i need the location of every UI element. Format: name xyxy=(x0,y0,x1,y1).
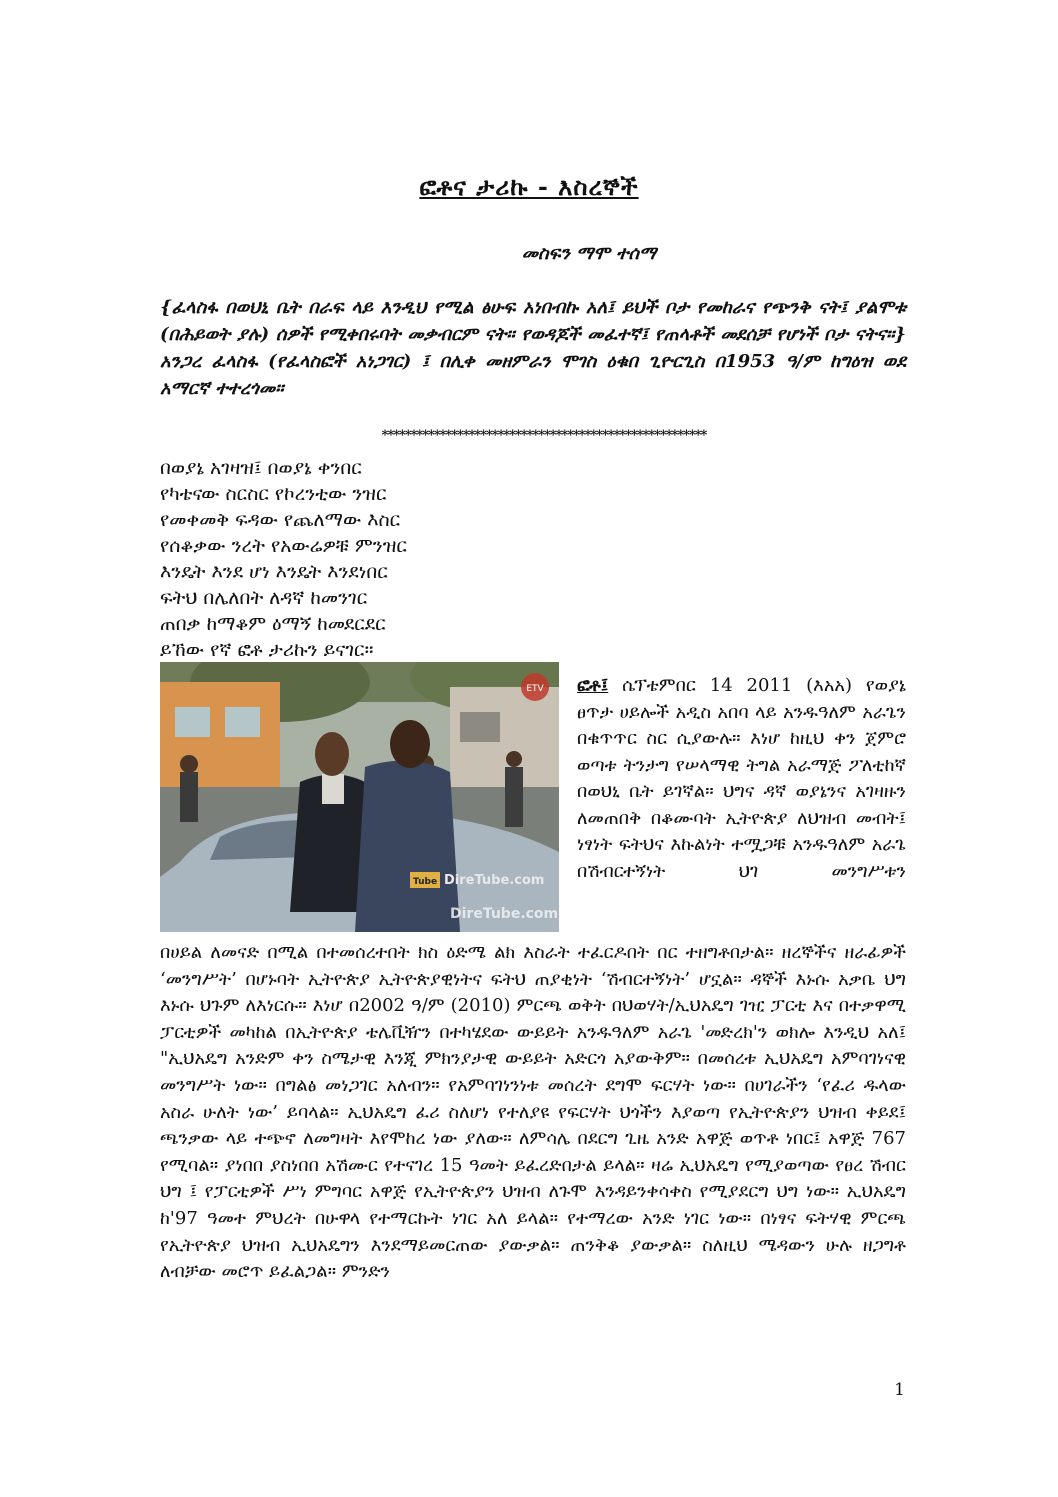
page-number: 1 xyxy=(894,1380,905,1400)
watermark-secondary: DireTube.com xyxy=(450,906,559,922)
photo-caption-text xyxy=(577,673,906,885)
photo-label: ፎቶ፤ xyxy=(577,675,609,696)
watermark-primary: DireTube.com xyxy=(444,873,545,888)
poem-line: ይኸው የኛ ፎቶ ታሪኩን ይናገር። xyxy=(160,639,374,661)
poem xyxy=(160,455,660,663)
arrest-photo xyxy=(160,662,559,932)
separator-stars: ******************************************************** xyxy=(381,428,707,443)
caption-body: ሴፕቴምበር 14 2011 (እአአ) የወያኔ ፀጥታ ሀይሎች አዲስ አበባ ላይ አንዱዓለም አራጌን በቁጥጥር ስር ሲያውሉ። እነሆ ከዚህ ቀን ጀምሮ ወጣቱ ትንታግ የሠላማዊ ትግል አራማጅ ፖለቲከኛ በወህኒ ቤት ይገኛል። ህግና ዳኛ ወያኔንና አገዛዙን ለመጠበቅ በቆሙባት ኢትዮጵያ ለህዝብ መብት፤ ነፃነት ፍትህና እኩልነት ተሟጋቹ አንዱዓለም አራጌ በሽብርተኝነት ህገ መንግሥቱን xyxy=(577,675,906,882)
poem-line: የሰቆቃው ንረት የአውሬዎቹ ምንዝር xyxy=(160,535,407,557)
poem-line: የመቀመቅ ፍዳው የጨለማው እስር xyxy=(160,509,401,531)
poem-line: በወያኔ አገዛዝ፤ በወያኔ ቀንበር xyxy=(160,457,362,479)
tube-label: Tube xyxy=(412,877,438,887)
poem-line: የካቴናው ስርስር የኮረንቲው ንዝር xyxy=(160,483,387,505)
channel-badge: ETV xyxy=(526,684,544,694)
author-name: መስፍን ማሞ ተሰማ xyxy=(521,243,657,264)
poem-line: እንዴት እንደ ሆነ እንዴት እንደነበር xyxy=(160,561,388,583)
article-body: በሀይል ለመናድ በሚል በተመሰረተበት ክስ ዕድሜ ልክ እስራት ተፈርዶበት በር ተዘግቶበታል። ዘረኞችና ዘራፊዎች ‘መንግሥት’ በሆኑባት ኢትዮጵያ ኢትዮጵያዊነትና ፍትህ ጠያቂነት ‘ሽብርተኝነት’ ሆኗል። ዳኞች እኑሱ አቃቤ ህግ እኑሱ ህጉም ለእነርሱ። እነሆ በ2002 ዓ/ም (2010) ምርጫ ወቅት በህወሃት/ኢህአዴግ ገዢ ፓርቲ እና በተቃዋሚ ፓርቲዎች መካከል በኢትዮጵያ ቴሌቪዥን በተካሄደው ውይይት አንዱዓለም አራጌ 'መድረክ'ን ወክሎ እንዲህ አለ፤ "ኢህአዴግ አንድም ቀን ስሜታዊ እንጂ ምክንያታዊ ውይይት አድርጎ አያውቅም። በመሰረቱ ኢህአዴግ አምባገነናዊ መንግሥት ነው። በግልፅ መነጋገር አለብን። የአምባገነንነቱ መሰረት ደግሞ ፍርሃት ነው። በሀገራችን ‘የፈሪ ዱላው አስራ ሁለት ነው’ ይባላል። ኢህአዴግ ፈሪ ስለሆነ የተለያዩ የፍርሃት ህጎችን እያወጣ የኢትዮጵያን ህዝብ ቀይደ፤ ጫንቃው ላይ ተጭኖ ለመግዛት እየሞከረ ነው ያለው። ለምሳሌ በደርግ ጊዜ አንድ አዋጅ ወጥቶ ነበር፤ አዋጅ 767 የሚባል። ያነበበ ያስነበበ አሽሙር የተናገረ 15 ዓመት ይፈረድበታል ይላል። ዛሬ ኢህአዴግ የሚያወጣው የፀረ ሽብር ህግ ፤ የፓርቲዎች ሥነ ምግባር አዋጅ የኢትዮጵያን ህዝብ ለጉሞ እንዳይንቀሳቀስ የሚያደርግ ህግ ነው። ኢህአዴግ ከ'97 ዓመተ ምህረት በሁዋላ የተማርኩት ነገር አለ ይላል። የተማረው አንድ ነገር ነው። በነፃና ፍትሃዊ ምርጫ የኢትዮጵያ ህዝብ ኢህአዴግን እንደማይመርጠው ያውቃል። ጠንቅቆ ያውቃል። ስለዚህ ሜዳውን ሁሉ ዘጋግቶ ለብቻው መሮጥ ይፈልጋል። ምንድን xyxy=(160,942,906,1283)
poem-line: ፍትህ በሌለበት ለዳኛ ከመንገር xyxy=(160,587,368,609)
intro-quote: {ፈላስፋ በወህኒ ቤት በራፍ ላይ እንዲህ የሚል ፅሁፍ አነበብኩ አለ፤ ይህች ቦታ የመከራና የጭንቅ ናት፤ ያልሞቱ (በሕይወት ያሉ) ሰዎች የሚቀበሩባት መቃብርም ናት። የወዳጆች መፈተኛ፤ የጠላቶች መደሰቻ የሆነች ቦታ ናትና።} አንጋረ ፈላስፋ (የፈላስፎች አነጋገር) ፤ በሊቀ መዘምራን ሞገስ ዕቁበ ጊዮርጊስ በ1953 ዓ/ም ከግዕዝ ወደ አማርኛ ተተረጎመ። xyxy=(160,297,906,399)
poem-line: ጠበቃ ከማቆም ዕማኝ ከመደርደር xyxy=(160,613,386,635)
document-title: ፎቶና ታሪኩ - እስረኞች xyxy=(419,172,639,201)
